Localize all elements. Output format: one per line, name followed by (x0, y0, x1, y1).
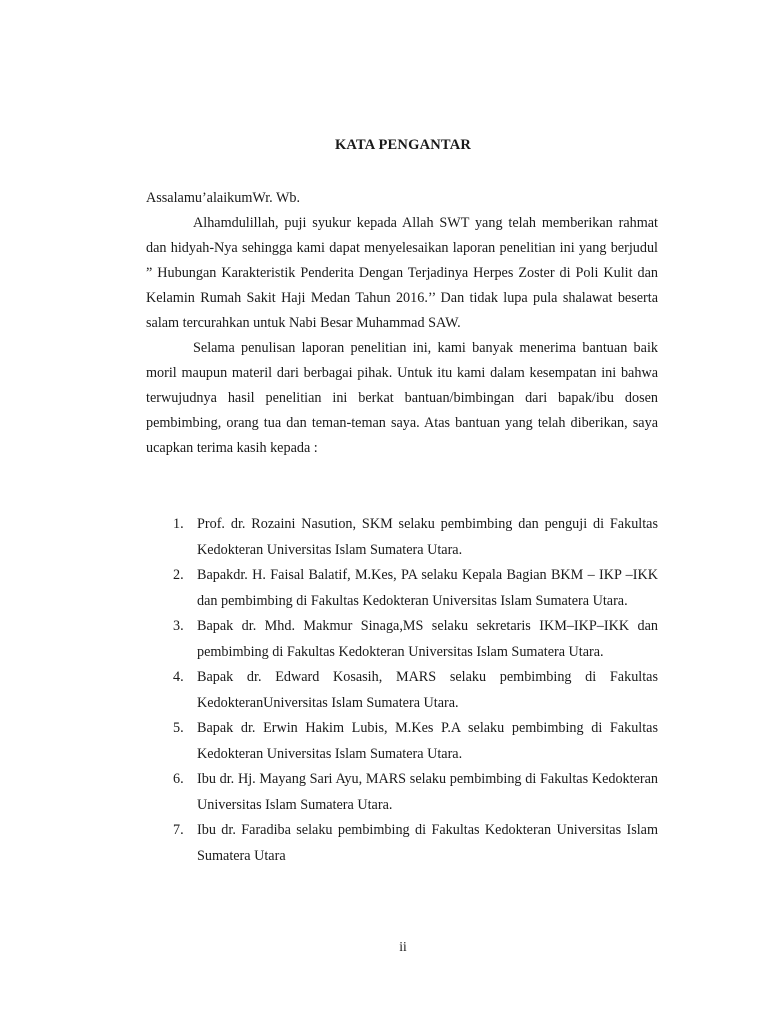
list-item-number: 3. (173, 618, 184, 634)
list-item-number: 2. (173, 567, 184, 583)
list-item-number: 5. (173, 720, 184, 736)
list-item-text: Bapak dr. Edward Kosasih, MARS selaku pembimbing di Fakultas KedokteranUniversitas Islam Sumatera Utara. (197, 669, 658, 711)
list-item-number: 1. (173, 516, 184, 532)
list-item (146, 818, 658, 869)
list-item (146, 563, 658, 614)
list-item-text: Prof. dr. Rozaini Nasution, SKM selaku pembimbing dan penguji di Fakultas Kedokteran Universitas Islam Sumatera Utara. (197, 516, 658, 558)
page-title: KATA PENGANTAR (334, 137, 472, 153)
page-number: ii (399, 939, 407, 954)
list-item-number: 7. (173, 822, 184, 838)
salutation: Assalamu’alaikumWr. Wb. (146, 190, 301, 206)
body-text (146, 186, 658, 461)
acknowledgement-list (146, 512, 658, 869)
list-item (146, 716, 658, 767)
paragraph-opening: Alhamdulillah, puji syukur kepada Allah SWT yang telah memberikan rahmat dan hidyah-Nya sehingga kami dapat menyelesaikan laporan penelitian ini yang berjudul ” Hubungan Karakteristik Penderita Dengan Terjadinya Herpes Zoster di Poli Kulit dan Kelamin Rumah Sakit Haji Medan Tahun 2016.’’ Dan tidak lupa pula shalawat beserta salam tercurahkan untuk Nabi Besar Muhammad SAW. (146, 215, 658, 331)
list-item-number: 4. (173, 669, 184, 685)
list-item (146, 665, 658, 716)
list-item-number: 6. (173, 771, 184, 787)
list-item-text: Bapak dr. Mhd. Makmur Sinaga,MS selaku sekretaris IKM–IKP–IKK dan pembimbing di Fakultas Kedokteran Universitas Islam Sumatera Utara. (197, 618, 658, 660)
list-item (146, 512, 658, 563)
list-item-text: Bapakdr. H. Faisal Balatif, M.Kes, PA selaku Kepala Bagian BKM – IKP –IKK dan pembimbing di Fakultas Kedokteran Universitas Islam Sumatera Utara. (197, 567, 658, 609)
paragraph-thanks: Selama penulisan laporan penelitian ini, kami banyak menerima bantuan baik moril maupun materil dari berbagai pihak. Untuk itu kami dalam kesempatan ini bahwa terwujudnya hasil penelitian ini berkat bantuan/bimbingan dari bapak/ibu dosen pembimbing, orang tua dan teman-teman saya. Atas bantuan yang telah diberikan, saya ucapkan terima kasih kepada : (146, 340, 658, 456)
list-item (146, 767, 658, 818)
list-item-text: Ibu dr. Faradiba selaku pembimbing di Fakultas Kedokteran Universitas Islam Sumatera Utara (197, 822, 658, 864)
list-item-text: Ibu dr. Hj. Mayang Sari Ayu, MARS selaku pembimbing di Fakultas Kedokteran Universitas Islam Sumatera Utara. (197, 771, 658, 813)
list-item (146, 614, 658, 665)
list-item-text: Bapak dr. Erwin Hakim Lubis, M.Kes P.A selaku pembimbing di Fakultas Kedokteran Universitas Islam Sumatera Utara. (197, 720, 658, 762)
